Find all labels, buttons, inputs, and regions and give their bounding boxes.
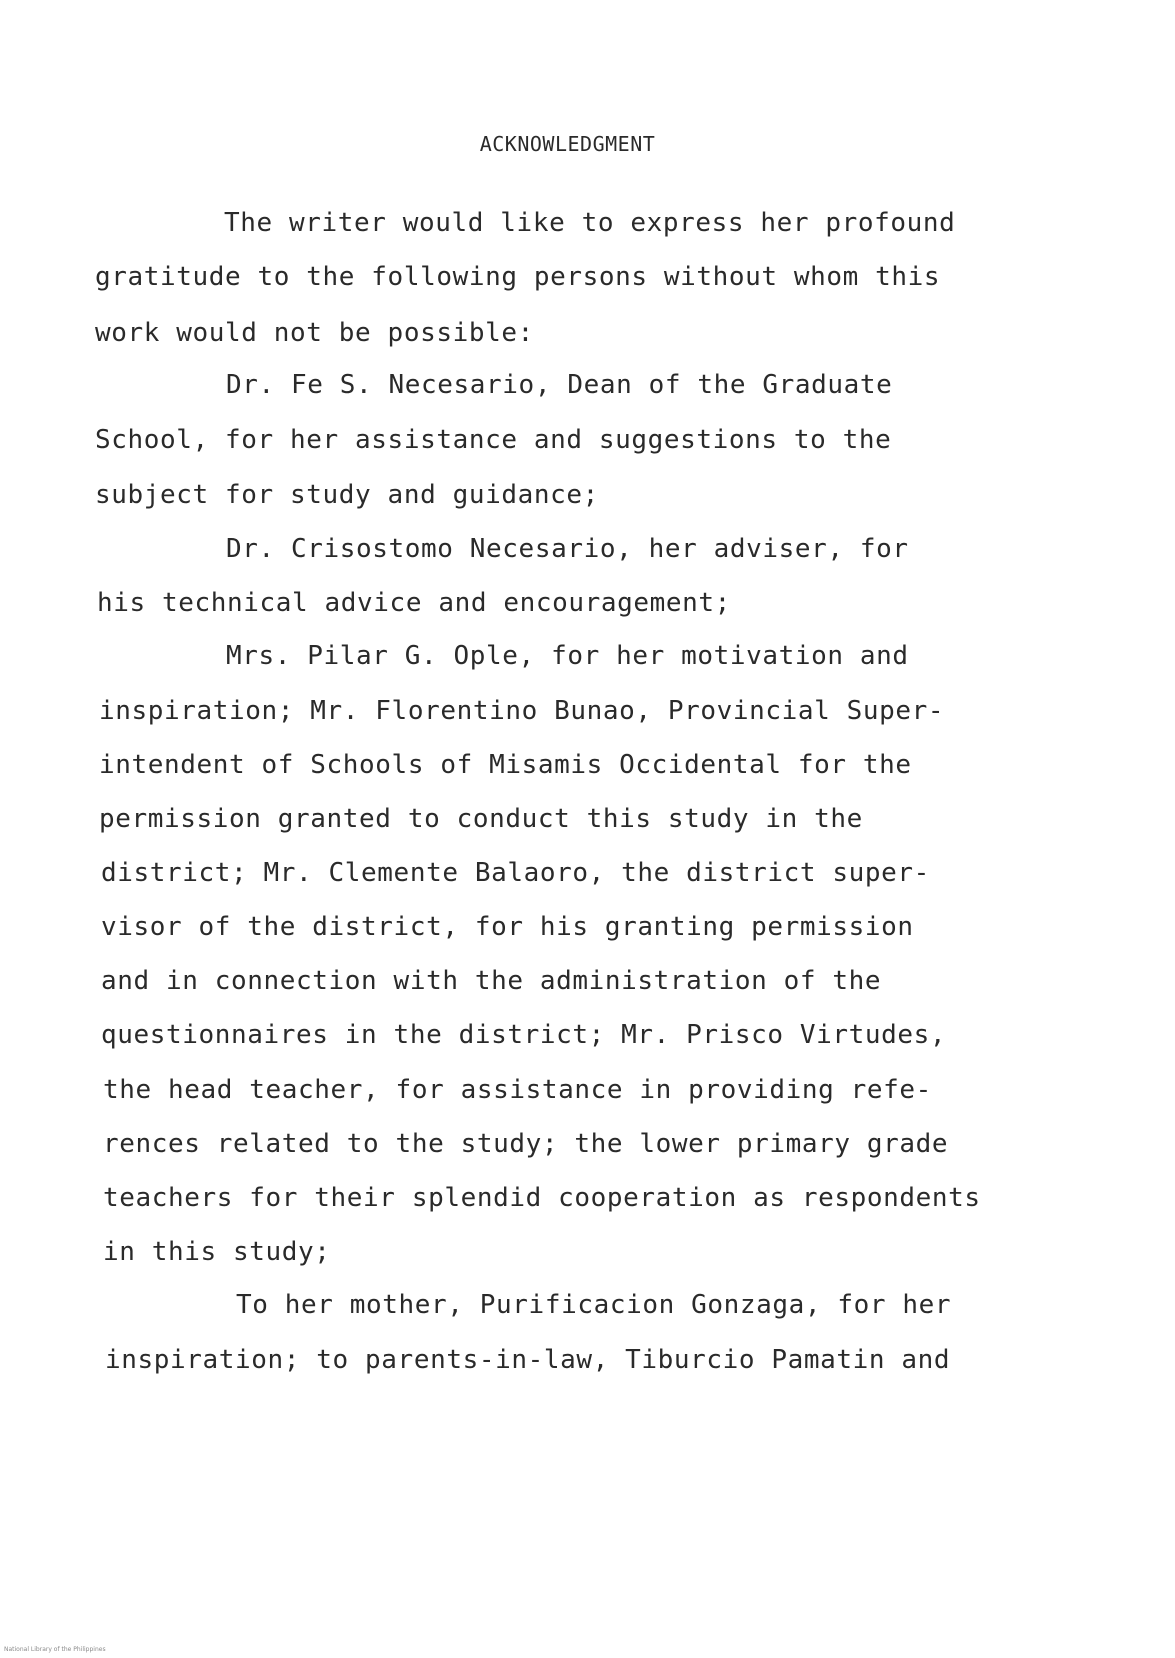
text-line: the head teacher, for assistance in providing refe-: [103, 1075, 932, 1105]
text-line: intendent of Schools of Misamis Occidental for the: [99, 750, 912, 780]
text-line: subject for study and guidance;: [95, 480, 599, 510]
text-line: Mrs. Pilar G. Ople, for her motivation and: [226, 641, 909, 671]
footer-watermark: National Library of the Philippines: [4, 1646, 106, 1653]
text-line: work would not be possible:: [95, 318, 534, 348]
text-line: and in connection with the administration of the: [101, 966, 882, 996]
text-line: inspiration; to parents-in-law, Tiburcio Pamatin and: [105, 1345, 951, 1375]
page-title: ACKNOWLEDGMENT: [479, 132, 656, 156]
text-line: district; Mr. Clemente Balaoro, the district super-: [101, 858, 930, 888]
text-line: visor of the district, for his granting permission: [101, 912, 914, 942]
text-line: gratitude to the following persons without whom this: [95, 262, 941, 292]
text-line: questionnaires in the district; Mr. Prisco Virtudes,: [101, 1020, 947, 1050]
text-line: School, for her assistance and suggestions to the: [95, 425, 892, 455]
text-line: rences related to the study; the lower primary grade: [103, 1129, 949, 1159]
text-line: Dr. Fe S. Necesario, Dean of the Graduate: [226, 370, 893, 400]
text-line: permission granted to conduct this study in the: [99, 804, 863, 834]
text-line: in this study;: [103, 1237, 331, 1267]
text-line: To her mother, Purificacion Gonzaga, for her: [236, 1290, 952, 1320]
text-line: Dr. Crisostomo Necesario, her adviser, for: [226, 534, 909, 564]
text-line: his technical advice and encouragement;: [97, 588, 731, 618]
text-line: The writer would like to express her profound: [224, 208, 956, 238]
text-line: teachers for their splendid cooperation as respondents: [103, 1183, 981, 1213]
text-line: inspiration; Mr. Florentino Bunao, Provincial Super-: [99, 696, 945, 726]
